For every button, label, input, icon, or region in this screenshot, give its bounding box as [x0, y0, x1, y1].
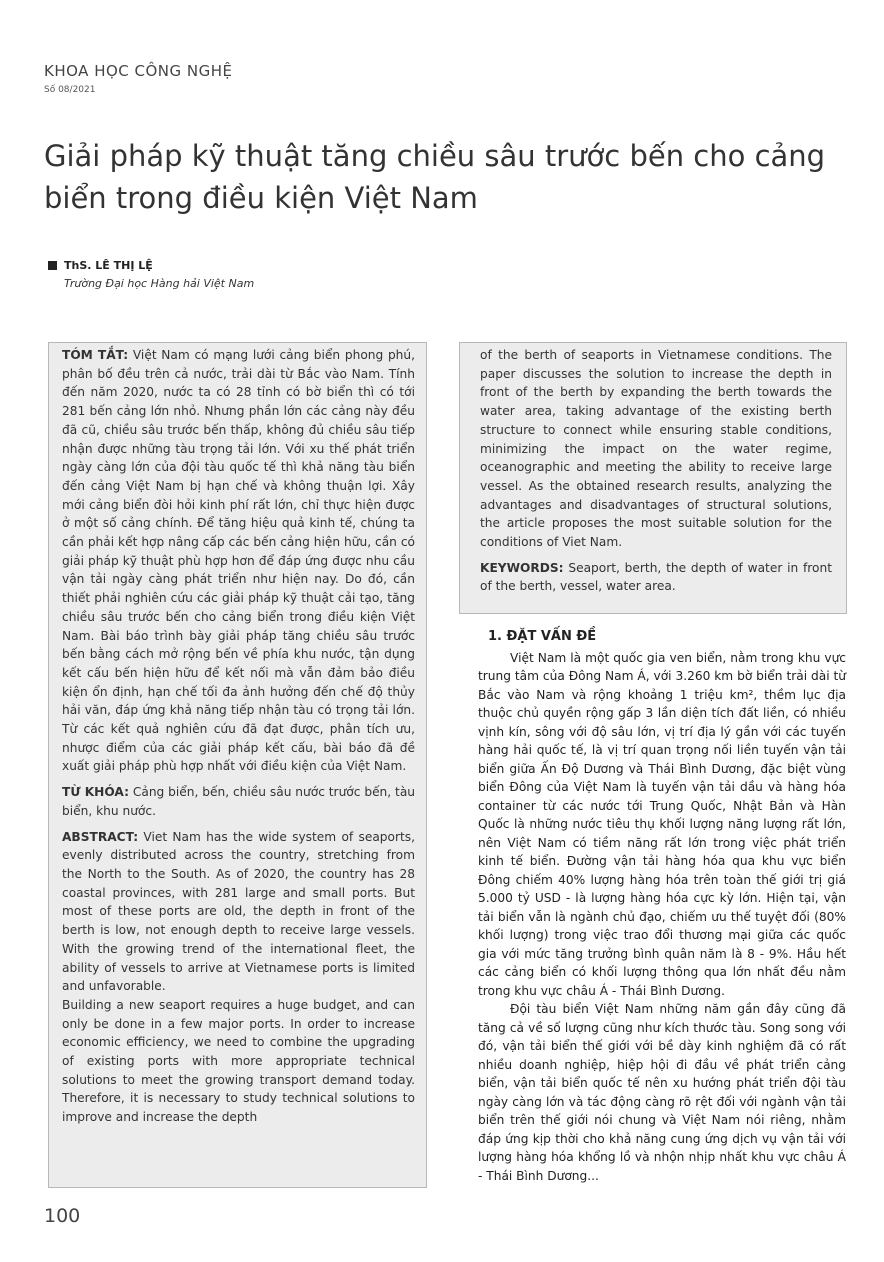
abstract-column-left [62, 346, 415, 1134]
keywords-vi-label: TỪ KHÓA: [62, 785, 129, 800]
abstract-en-continued: Building a new seaport requires a huge budget, and can only be done in a few major ports. In order to increase economic efficiency, we need to combine the upgrading of existing ports with more appropriate technical solutions to meet the growing transport demand today. Therefore, it is necessary to study technical solutions to improve and increase the depth [62, 997, 415, 1125]
section-1-heading: 1. ĐẶT VẤN ĐỀ [488, 629, 597, 644]
keywords-en-label: KEYWORDS: [480, 560, 564, 575]
keywords-en [480, 559, 832, 596]
keywords-vi [62, 783, 415, 820]
section-label: KHOA HỌC CÔNG NGHỆ [44, 62, 233, 80]
section-1 [478, 628, 846, 1185]
section-1-paragraph-1: Việt Nam là một quốc gia ven biển, nằm trong khu vực trung tâm của Đông Nam Á, với 3.260 km bờ biển trải dài từ Bắc vào Nam và rộng khoảng 1 triệu km², thềm lục địa thuộc chủ quyền rộng gấp 3 lần diện tích đất liền, có nhiều vịnh kín, sông với độ sâu lớn, vị trí địa lý gần với các tuyến hàng hải quốc tế, là vị trí quan trọng nối liền tuyến vận tải biển giữa Ấn Độ Dương và Thái Bình Dương, đặc biệt vùng biển Đông của Việt Nam là tuyến vận tải dầu và hàng hóa container từ các nước tới Trung Quốc, Nhật Bản và Hàn Quốc là những nước tiêu thụ khối lượng năng lượng rất lớn, nên Việt Nam có tiềm năng rất lớn trong việc phát triển kinh tế biển. Đường vận tải hàng hóa qua khu vực biển Đông chiếm 40% lượng hàng hóa trên toàn thế giới trị giá 5.000 tỷ USD - là lượng hàng hóa cực kỳ lớn. Hiện tại, vận tải biển vẫn là ngành chủ đạo, chiếm ưu thế tuyệt đối (80% khối lượng) trong việc trao đổi thương mại giữa các quốc gia với mức tăng trưởng bình quân năm là 8 - 9%. Hầu hết các cảng biển có khối lượng thông qua lớn nhất đều nằm trong khu vực châu Á - Thái Bình Dương. [478, 650, 846, 998]
author-affiliation: Trường Đại học Hàng hải Việt Nam [64, 277, 255, 290]
article-title: Giải pháp kỹ thuật tăng chiều sâu trước bến cho cảng biển trong điều kiện Việt Nam [44, 139, 826, 215]
author [48, 259, 153, 272]
bullet-square-icon [48, 261, 57, 270]
abstract-en [62, 828, 415, 996]
section-1-paragraph-2: Đội tàu biển Việt Nam những năm gần đây cũng đã tăng cả về số lượng cũng như kích thước tàu. Song song với đó, vận tải biển thế giới với bề dày kinh nghiệm đã có rất nhiều doanh nghiệp, hiệp hội đi đầu về phát triển cảng biển, vận tải biển quốc tế nên xu hướng phát triển đội tàu ngày càng lớn và tác động càng rõ rệt đối với ngành vận tải biển trên thế giới nói chung và Việt Nam nói riêng, nhằm đáp ứng kịp thời cho khả năng cung ứng dịch vụ vận tải với lượng hàng hóa khổng lồ và nhộn nhịp nhất khu vực châu Á - Thái Bình Dương... [478, 1002, 846, 1183]
abstract-en-text: Viet Nam has the wide system of seaports, evenly distributed across the country, stretching from the North to the South. As of 2020, the country has 28 coastal provinces, with 281 large and small ports. But most of these ports are old, the depth in front of the berth is low, not enough depth to receive large vessels. With the growing trend of the international fleet, the ability of vessels to arrive at Vietnamese ports is limited and unfavorable. [62, 829, 415, 994]
abstract-en-label: ABSTRACT: [62, 829, 139, 844]
issue-number: Số 08/2021 [44, 85, 96, 95]
page-number: 100 [44, 1205, 81, 1227]
abstract-vi-text: Việt Nam có mạng lưới cảng biển phong phú, phân bố đều trên cả nước, trải dài từ Bắc vào Nam. Tính đến năm 2020, nước ta có 28 tỉnh có bờ biển thì có tới 281 bến cảng lớn nhỏ. Nhưng phần lớn các cảng này đều đã cũ, chiều sâu trước bến thấp, không đủ chiều sâu tiếp nhận được những tàu trọng tải lớn. Với xu thế phát triển ngày càng lớn của đội tàu quốc tế thì khả năng tàu biển đến cảng Việt Nam bị hạn chế và không thuận lợi. Xây mới cảng biển đòi hỏi kinh phí rất lớn, chỉ thực hiện được ở một số cảng chính. Để tăng hiệu quả kinh tế, chúng ta cần phải kết hợp nâng cấp các bến cảng hiện hữu, cần có giải pháp kỹ thuật phù hợp hơn để đáp ứng được nhu cầu vận tải ngày càng phát triển như hiện nay. Do đó, cần thiết phải nghiên cứu các giải pháp kỹ thuật cải tạo, tăng chiều sâu trước bến cho cảng biển trong điều kiện Việt Nam. Bài báo trình bày giải pháp tăng chiều sâu trước bến bằng cách mở rộng bến về phía khu nước, tận dụng kết cấu bến hiện hữu để kết nối mà vẫn đảm bảo điều kiện ổn định, hạn chế tối đa ảnh hưởng đến chế độ thủy hải văn, đáp ứng khả năng tiếp nhận tàu có trọng tải lớn. Từ các kết quả nghiên cứu đã đạt được, phân tích ưu, nhược điểm của các giải pháp kết cấu, bài báo đã đề xuất giải pháp phù hợp nhất với điều kiện của Việt Nam. [62, 348, 416, 774]
abstract-vi-label: TÓM TẮT: [62, 348, 129, 362]
keywords-en-text: Seaport, berth, the depth of water in front of the berth, vessel, water area. [480, 560, 832, 594]
abstract-en-right: of the berth of seaports in Vietnamese conditions. The paper discusses the solution to increase the depth in front of the berth by expanding the berth towards the water area, taking advantage of the existing berth structure to connect while ensuring stable conditions, minimizing the impact on the water regime, oceanographic and meeting the ability to receive large vessel. As the obtained research results, analyzing the advantages and disadvantages of structural solutions, the article proposes the most suitable solution for the conditions of Viet Nam. [480, 348, 832, 550]
abstract-vi [62, 346, 415, 776]
keywords-vi-text: Cảng biển, bến, chiều sâu nước trước bến, tàu biển, khu nước. [62, 785, 416, 818]
abstract-column-right [480, 346, 832, 603]
author-name: ThS. LÊ THỊ LỆ [64, 259, 153, 272]
